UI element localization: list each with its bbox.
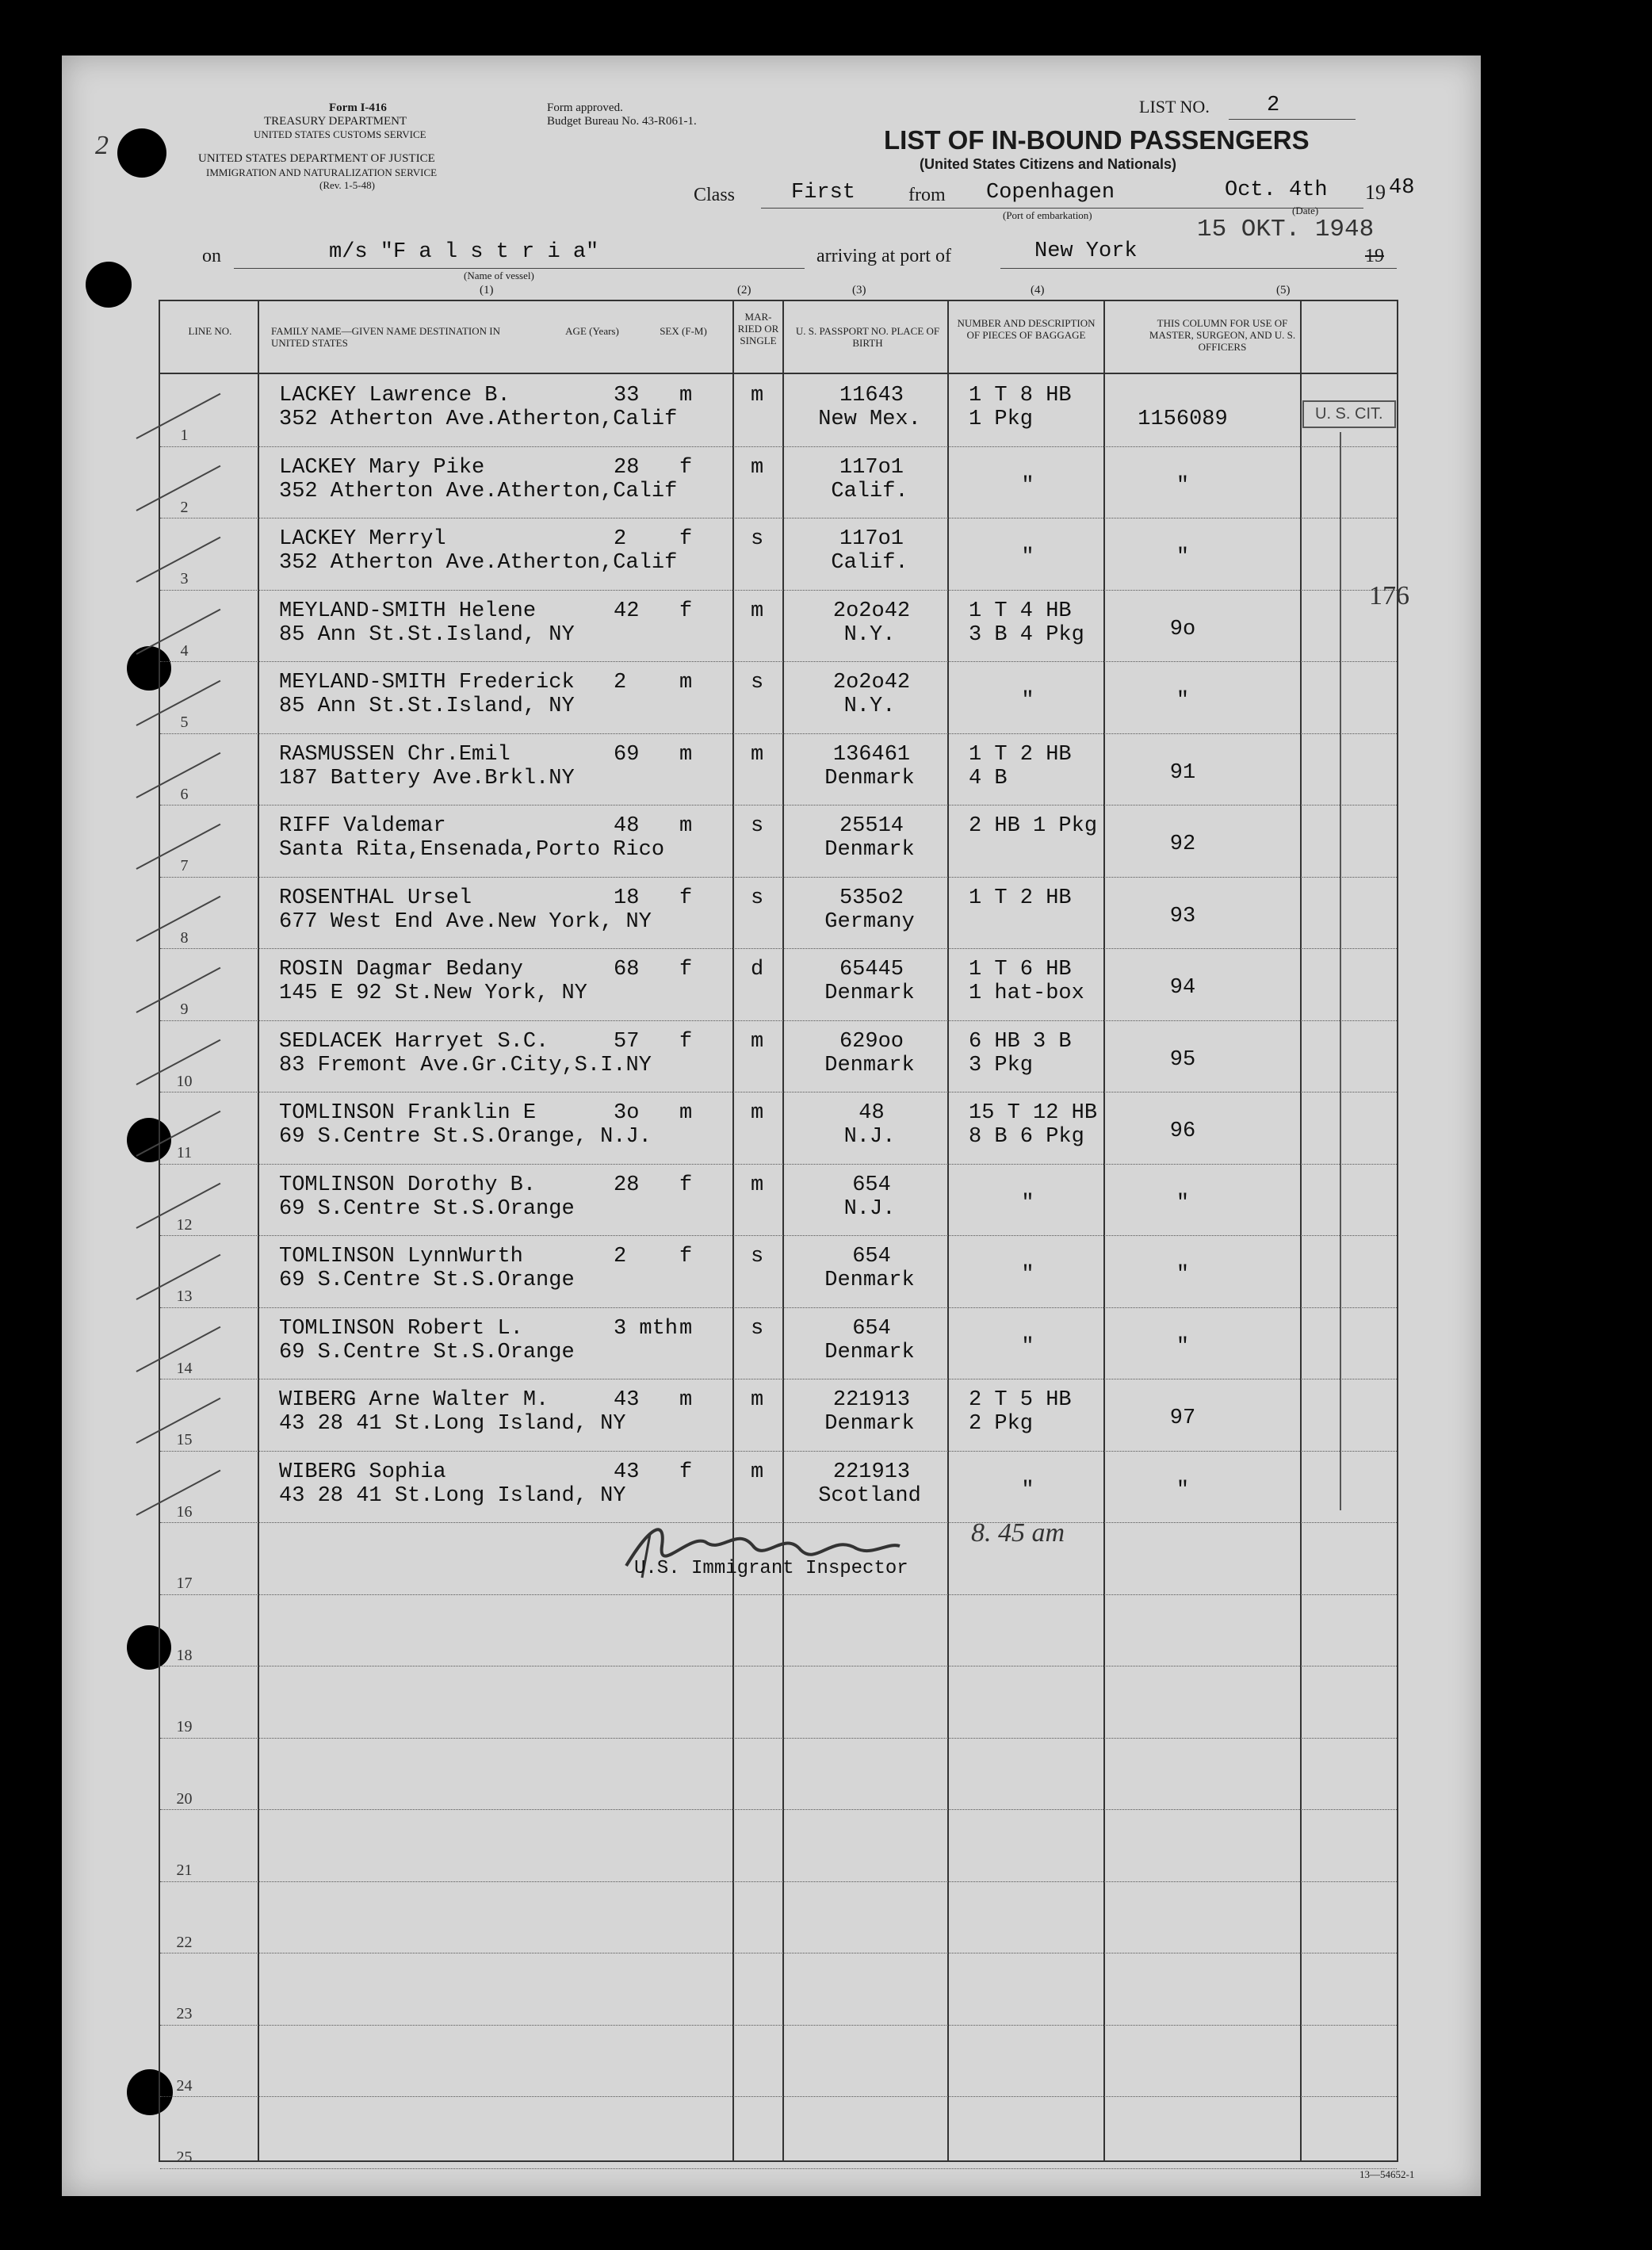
marital-status: s	[751, 886, 764, 910]
passenger-name: SEDLACEK Harryet S.C.	[279, 1029, 549, 1054]
passport-number: 25514	[839, 814, 904, 838]
passenger-sex: m	[679, 1316, 693, 1341]
passenger-destination: 43 28 41 St.Long Island, NY	[279, 1412, 626, 1436]
baggage-line-1: 2 T 5 HB	[969, 1388, 1072, 1412]
passenger-age: 3 mth	[614, 1316, 679, 1341]
baggage-line-1: 6 HB 3 B	[969, 1029, 1072, 1054]
us-citizen-stamp: U. S. CIT.	[1302, 400, 1396, 428]
line-number: 18	[176, 1646, 193, 1664]
passenger-name: LACKEY Mary Pike	[279, 455, 485, 480]
line-number: 15	[176, 1431, 193, 1448]
baggage-line-2: 1 hat-box	[969, 982, 1084, 1005]
class-value: First	[791, 181, 856, 205]
passenger-name: ROSENTHAL Ursel	[279, 886, 472, 910]
passenger-sex: f	[679, 886, 693, 910]
passenger-age: 48	[614, 814, 640, 838]
passport-number: 2o2o42	[832, 599, 911, 623]
marital-status: m	[751, 1029, 764, 1054]
line-number: 23	[176, 2005, 193, 2022]
passenger-destination: Santa Rita,Ensenada,Porto Rico	[279, 838, 665, 862]
line-number: 7	[180, 857, 189, 874]
class-from-underline	[761, 208, 1363, 209]
col-number-4: (4)	[1031, 284, 1045, 297]
officer-note: "	[1176, 1263, 1190, 1287]
col-header-married: MAR-RIED OR SINGLE	[737, 311, 779, 346]
place-of-birth: Scotland	[818, 1483, 921, 1508]
col-number-3: (3)	[852, 284, 866, 297]
col-header-sex: SEX (F-M)	[660, 325, 707, 337]
passenger-name: TOMLINSON Dorothy B.	[279, 1173, 537, 1197]
place-of-birth: N.J.	[843, 1196, 896, 1221]
passport-number: 65445	[839, 958, 904, 982]
passenger-name: WIBERG Arne Walter M.	[279, 1388, 549, 1412]
passenger-sex: f	[679, 455, 693, 480]
list-underline	[1229, 119, 1356, 120]
on-label: on	[202, 246, 221, 266]
marital-status: m	[751, 1388, 764, 1412]
row-divider	[160, 877, 1397, 878]
officer-note: 91	[1169, 760, 1196, 785]
row-divider	[160, 1809, 1397, 1810]
passport-number: 11643	[839, 384, 904, 408]
place-of-birth: Calif.	[831, 479, 908, 503]
line-number: 10	[176, 1072, 193, 1090]
print-code: 13—54652-1	[1359, 2168, 1415, 2180]
col-header-baggage: NUMBER AND DESCRIPTION OF PIECES OF BAGGAGE	[957, 317, 1096, 341]
baggage-line-2: 2 Pkg	[969, 1412, 1034, 1436]
passenger-destination: 145 E 92 St.New York, NY	[279, 982, 587, 1005]
place-of-birth: N.Y.	[843, 622, 896, 647]
line-number: 9	[180, 1001, 189, 1018]
line-number: 20	[176, 1789, 193, 1808]
signature-time: 8. 45 am	[971, 1518, 1065, 1548]
vessel-underline	[234, 268, 805, 269]
passenger-name: RASMUSSEN Chr.Emil	[279, 742, 511, 767]
passenger-sex: f	[679, 1173, 693, 1197]
row-divider	[160, 733, 1397, 734]
line-number: 22	[176, 1933, 193, 1951]
department-of-justice: UNITED STATES DEPARTMENT OF JUSTICE	[198, 152, 435, 165]
baggage-line-1: 1 T 6 HB	[969, 958, 1072, 982]
baggage-line-2: 3 B 4 Pkg	[969, 622, 1084, 647]
line-number: 16	[176, 1502, 193, 1521]
baggage-line-1: "	[1021, 1478, 1034, 1502]
officer-note: 94	[1169, 976, 1196, 1000]
line-number: 2	[180, 498, 189, 516]
baggage-line-1: "	[1021, 1334, 1034, 1359]
passenger-destination: 352 Atherton Ave.Atherton,Calif	[279, 408, 678, 431]
passenger-destination: 69 S.Centre St.S.Orange	[279, 1268, 575, 1292]
passenger-sex: m	[679, 1388, 693, 1412]
passenger-name: MEYLAND-SMITH Helene	[279, 599, 537, 623]
row-divider	[160, 661, 1397, 662]
passport-number: 136461	[832, 742, 911, 767]
marital-status: s	[751, 671, 764, 695]
passenger-destination: 83 Fremont Ave.Gr.City,S.I.NY	[279, 1053, 652, 1077]
row-divider	[160, 1164, 1397, 1165]
passport-number: 221913	[832, 1460, 911, 1484]
baggage-line-2: 4 B	[969, 766, 1008, 790]
officer-note: 93	[1169, 904, 1196, 928]
col-number-1: (1)	[480, 284, 494, 297]
officer-note: 92	[1169, 832, 1196, 856]
row-divider	[160, 2025, 1397, 2026]
passenger-age: 18	[614, 886, 640, 910]
marital-status: s	[751, 814, 764, 838]
passenger-age: 68	[614, 958, 640, 982]
passenger-age: 2	[614, 671, 627, 695]
stamp-bracket-line	[1340, 432, 1341, 1510]
place-of-birth: Denmark	[824, 1268, 915, 1292]
embarkation-port: Copenhagen	[986, 181, 1115, 205]
passport-number: 654	[852, 1316, 891, 1341]
passenger-destination: 85 Ann St.St.Island, NY	[279, 695, 575, 718]
line-number: 3	[180, 570, 189, 587]
passenger-sex: m	[679, 671, 693, 695]
from-label: from	[908, 185, 946, 205]
passenger-destination: 69 S.Centre St.S.Orange	[279, 1196, 575, 1221]
passenger-sex: f	[679, 1245, 693, 1268]
col-number-2: (2)	[737, 284, 751, 297]
treasury-department: TREASURY DEPARTMENT	[264, 115, 407, 128]
passenger-name: LACKEY Merryl	[279, 527, 446, 551]
row-divider	[160, 590, 1397, 591]
passenger-sex: f	[679, 958, 693, 982]
line-number: 21	[176, 1862, 193, 1879]
passenger-name: TOMLINSON LynnWurth	[279, 1245, 523, 1268]
row-divider	[160, 2168, 1397, 2169]
passenger-age: 28	[614, 1173, 640, 1197]
row-divider	[160, 1020, 1397, 1021]
passenger-age: 69	[614, 742, 640, 767]
port-year-prefix: 19	[1365, 246, 1384, 266]
passenger-destination: 43 28 41 St.Long Island, NY	[279, 1483, 626, 1508]
col-header-name: FAMILY NAME—GIVEN NAME DESTINATION IN UNITED STATES	[271, 325, 501, 349]
marital-status: m	[751, 742, 764, 767]
baggage-line-2: 8 B 6 Pkg	[969, 1125, 1084, 1149]
passenger-name: TOMLINSON Franklin E	[279, 1101, 537, 1125]
officer-note: 97	[1169, 1406, 1196, 1430]
page-title: LIST OF IN-BOUND PASSENGERS	[884, 125, 1310, 155]
marital-status: m	[751, 1460, 764, 1484]
date-note: (Date)	[1292, 205, 1319, 216]
passenger-age: 2	[614, 1245, 627, 1268]
officer-note: "	[1176, 473, 1190, 498]
line-number: 11	[176, 1144, 193, 1161]
officer-note: "	[1176, 545, 1190, 569]
line-number: 12	[176, 1215, 193, 1234]
row-divider	[160, 948, 1397, 949]
marital-status: s	[751, 1245, 764, 1268]
passenger-sex: f	[679, 599, 693, 623]
passenger-destination: 677 West End Ave.New York, NY	[279, 909, 652, 934]
arriving-label: arriving at port of	[816, 246, 951, 266]
list-number: 2	[1267, 94, 1280, 117]
passenger-destination: 85 Ann St.St.Island, NY	[279, 622, 575, 647]
passenger-sex: f	[679, 1029, 693, 1054]
line-number: 24	[176, 2076, 193, 2095]
page-subtitle: (United States Citizens and Nationals)	[920, 156, 1177, 172]
budget-bureau: Budget Bureau No. 43-R061-1.	[547, 115, 697, 128]
line-number: 4	[180, 641, 189, 660]
row-divider	[160, 446, 1397, 447]
passenger-destination: 352 Atherton Ave.Atherton,Calif	[279, 479, 678, 503]
place-of-birth: Denmark	[824, 1053, 915, 1077]
inspector-title: U.S. Immigrant Inspector	[634, 1558, 908, 1579]
officer-note: "	[1176, 1478, 1190, 1502]
passenger-name: WIBERG Sophia	[279, 1460, 446, 1484]
baggage-line-1: "	[1021, 689, 1034, 713]
baggage-line-2: 1 Pkg	[969, 408, 1034, 431]
baggage-line-1: 1 T 8 HB	[969, 384, 1072, 408]
passport-number: 2o2o42	[832, 671, 911, 695]
passport-number: 117o1	[839, 455, 904, 480]
passenger-sex: f	[679, 527, 693, 551]
passenger-sex: m	[679, 814, 693, 838]
passenger-sex: m	[679, 384, 693, 408]
officer-note: "	[1176, 1334, 1190, 1359]
punch-hole	[86, 262, 132, 308]
col-header-age: AGE (Years)	[565, 325, 619, 337]
place-of-birth: New Mex.	[818, 408, 921, 431]
passenger-destination: 69 S.Centre St.S.Orange	[279, 1340, 575, 1364]
baggage-line-1: 15 T 12 HB	[969, 1101, 1098, 1125]
col-number-5: (5)	[1276, 284, 1291, 297]
col-header-passport: U. S. PASSPORT NO. PLACE OF BIRTH	[795, 325, 940, 349]
passenger-table	[159, 300, 1398, 2166]
col-header-line-no: LINE NO.	[188, 325, 232, 337]
passport-number: 48	[859, 1101, 885, 1125]
place-of-birth: Denmark	[824, 1412, 915, 1436]
passenger-name: MEYLAND-SMITH Frederick	[279, 671, 575, 695]
officer-note: "	[1176, 1191, 1190, 1215]
punch-hole	[117, 128, 166, 178]
col-header-officers: THIS COLUMN FOR USE OF MASTER, SURGEON, AND U. S. OFFICERS	[1149, 317, 1296, 353]
line-number: 6	[180, 785, 189, 803]
vessel-name: m/s "F a l s t r i a"	[329, 240, 599, 264]
vessel-note: (Name of vessel)	[464, 270, 534, 281]
passenger-age: 57	[614, 1029, 640, 1054]
place-of-birth: N.Y.	[843, 695, 896, 718]
passenger-sex: m	[679, 1101, 693, 1125]
passenger-age: 42	[614, 599, 640, 623]
line-number: 5	[180, 714, 189, 731]
side-number: 176	[1369, 581, 1409, 610]
baggage-line-1: 1 T 2 HB	[969, 742, 1072, 767]
revision-date: (Rev. 1-5-48)	[319, 179, 375, 191]
arrival-date-stamp: 15 OKT. 1948	[1197, 216, 1375, 243]
passport-number: 117o1	[839, 527, 904, 551]
embarkation-note: (Port of embarkation)	[1003, 209, 1092, 221]
marital-status: m	[751, 455, 764, 480]
baggage-line-1: 1 T 2 HB	[969, 886, 1072, 910]
port-underline	[1000, 268, 1397, 269]
passenger-name: ROSIN Dagmar Bedany	[279, 958, 523, 982]
passenger-destination: 352 Atherton Ave.Atherton,Calif	[279, 551, 678, 575]
row-divider	[160, 1451, 1397, 1452]
line-number: 1	[180, 427, 189, 444]
row-divider	[160, 2096, 1397, 2097]
form-approved: Form approved.	[547, 101, 623, 114]
line-number: 17	[176, 1575, 193, 1592]
row-divider	[160, 1235, 1397, 1236]
list-number-label: LIST NO.	[1139, 97, 1210, 117]
passenger-age: 43	[614, 1460, 640, 1484]
line-number: 14	[176, 1359, 193, 1377]
marital-status: s	[751, 527, 764, 551]
baggage-line-1: 2 HB 1 Pkg	[969, 814, 1098, 838]
row-divider	[160, 1594, 1397, 1595]
line-number: 8	[180, 928, 189, 947]
place-of-birth: Denmark	[824, 982, 915, 1005]
passenger-sex: f	[679, 1460, 693, 1484]
place-of-birth: Denmark	[824, 1340, 915, 1364]
passport-number: 221913	[832, 1388, 911, 1412]
year-value: 48	[1389, 176, 1415, 200]
officer-note: 96	[1169, 1119, 1196, 1143]
passenger-age: 33	[614, 384, 640, 408]
form-number: Form I-416	[329, 101, 387, 114]
passenger-destination: 187 Battery Ave.Brkl.NY	[279, 766, 575, 790]
place-of-birth: Calif.	[831, 551, 908, 575]
marital-status: m	[751, 599, 764, 623]
corner-number: 2	[95, 131, 109, 160]
row-divider	[160, 1307, 1397, 1308]
officer-note: "	[1176, 689, 1190, 713]
passport-number: 654	[852, 1173, 891, 1197]
departure-date: Oct. 4th	[1225, 178, 1328, 202]
place-of-birth: Germany	[824, 909, 915, 934]
baggage-line-1: "	[1021, 1191, 1034, 1215]
baggage-line-1: "	[1021, 1263, 1034, 1287]
marital-status: m	[751, 1101, 764, 1125]
passport-number: 654	[852, 1245, 891, 1268]
passenger-sex: m	[679, 742, 693, 767]
passenger-name: TOMLINSON Robert L.	[279, 1316, 523, 1341]
passenger-destination: 69 S.Centre St.S.Orange, N.J.	[279, 1125, 652, 1149]
passenger-age: 3o	[614, 1101, 640, 1125]
place-of-birth: N.J.	[843, 1125, 896, 1149]
passenger-age: 28	[614, 455, 640, 480]
customs-service: UNITED STATES CUSTOMS SERVICE	[254, 128, 426, 140]
line-number: 19	[176, 1718, 193, 1735]
line-number: 13	[176, 1288, 193, 1305]
baggage-line-1: "	[1021, 473, 1034, 498]
baggage-line-1: 1 T 4 HB	[969, 599, 1072, 623]
ins-service: IMMIGRATION AND NATURALIZATION SERVICE	[206, 166, 438, 178]
passenger-age: 2	[614, 527, 627, 551]
row-divider	[160, 1738, 1397, 1739]
arrival-port: New York	[1034, 239, 1138, 263]
place-of-birth: Denmark	[824, 838, 915, 862]
marital-status: s	[751, 1316, 764, 1341]
passport-number: 535o2	[839, 886, 904, 910]
year-prefix: 19	[1365, 181, 1386, 204]
marital-status: d	[751, 958, 764, 982]
baggage-line-2: 3 Pkg	[969, 1053, 1034, 1077]
row-divider	[160, 1881, 1397, 1882]
passenger-age: 43	[614, 1388, 640, 1412]
officer-note: 9o	[1169, 617, 1196, 641]
line-number: 25	[176, 2149, 193, 2166]
passenger-name: LACKEY Lawrence B.	[279, 384, 511, 408]
marital-status: m	[751, 384, 764, 408]
baggage-line-1: "	[1021, 545, 1034, 569]
class-label: Class	[694, 185, 736, 205]
officer-note: 1156089	[1138, 408, 1228, 431]
marital-status: m	[751, 1173, 764, 1197]
passport-number: 629oo	[839, 1029, 904, 1054]
passenger-name: RIFF Valdemar	[279, 814, 446, 838]
officer-note: 95	[1169, 1047, 1196, 1072]
place-of-birth: Denmark	[824, 766, 915, 790]
